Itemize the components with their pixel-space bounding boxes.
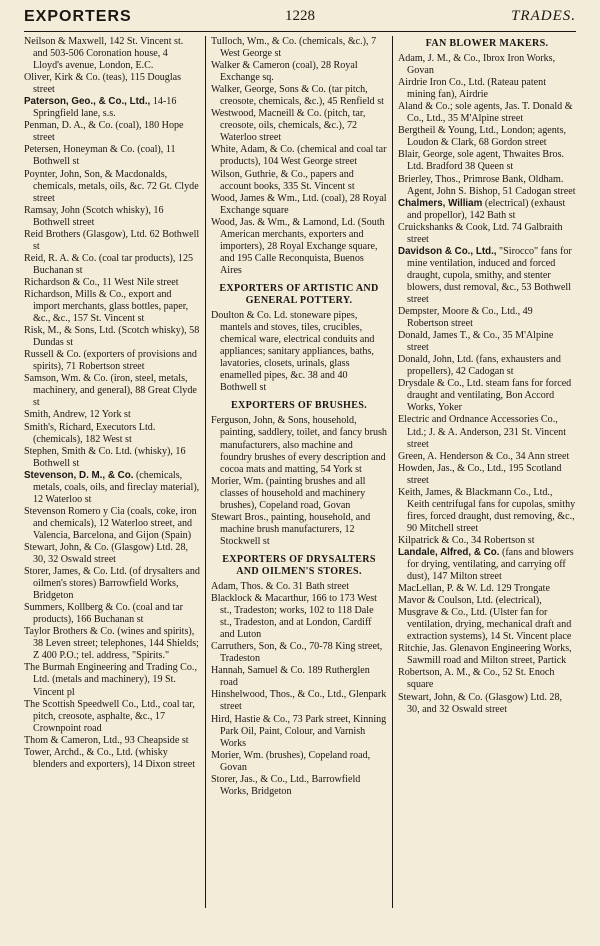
column-divider: [205, 36, 206, 908]
directory-entry: [398, 414, 576, 450]
directory-entry: [211, 415, 387, 475]
directory-entry: [398, 330, 576, 354]
directory-entry: [211, 750, 387, 774]
entry-firm-name: Chalmers, William: [398, 197, 483, 209]
entry-text: Samson, Wm. & Co. (iron, steel, metals, machinery, and general), 88 Great Clyde st: [24, 373, 197, 409]
entry-text: Electric and Ordnance Accessories Co., Ltd.; J. & A. Anderson, 231 St. Vincent street: [398, 414, 567, 450]
directory-entry: [24, 96, 200, 120]
directory-entry: [211, 84, 387, 108]
entry-text: Doulton & Co. Ld. stoneware pipes, mantels and stoves, tiles, crucibles, chemical ware, electrical conduits and appliances; sanitary appliances, baths, lavatories, closets, urinals, glass enamelled pipes, &c. 38 and 40 Bothwell st: [211, 310, 375, 394]
entry-text: Hird, Hastie & Co., 73 Park street, Kinning Park Oil, Paint, Colour, and Varnish Works: [211, 713, 387, 749]
directory-entry: [211, 689, 387, 713]
entry-text: Tulloch, Wm., & Co. (chemicals, &c.), 7 West George st: [211, 36, 377, 60]
entry-text: Airdrie Iron Co., Ltd. (Rateau patent mining fan), Airdrie: [398, 77, 546, 101]
section-heading: EXPORTERS OF ARTISTIC AND GENERAL POTTERY.: [219, 282, 379, 306]
entry-text: Adam, Thos. & Co. 31 Bath street: [211, 581, 350, 593]
directory-entry: [24, 542, 200, 566]
directory-entry: [211, 581, 387, 593]
entry-text: Summers, Kollberg & Co. (coal and tar products), 166 Buchanan st: [24, 602, 184, 626]
entry-text: Wood, James & Wm., Ltd. (coal), 28 Royal Exchange square: [211, 192, 387, 216]
entry-text: Brierley, Thos., Primrose Bank, Oldham. Agent, John S. Bishop, 51 Cadogan street: [398, 173, 576, 197]
entry-text: "Sirocco" fans for mine ventilation, induced and forced draught, cupola, smithy, and stenter blowers, dust removal, &c., 53 Bothwell street: [407, 245, 572, 305]
entry-text: Mavor & Coulson, Ltd. (electrical),: [398, 595, 542, 607]
entry-text: Keith, James, & Blackmann Co., Ltd., Keith centrifugal fans for cupolas, smithy fires, forced draught, dust removing, &c., 90 Mitchell street: [398, 486, 576, 534]
directory-entry: [24, 277, 200, 289]
entry-text: Russell & Co. (exporters of provisions and spirits), 71 Robertson street: [24, 349, 197, 373]
directory-entry: [24, 470, 200, 506]
entry-text: Adam, J. M., & Co., Ibrox Iron Works, Govan: [398, 53, 556, 77]
entry-text: Smith's, Richard, Executors Ltd. (chemicals), 182 West st: [24, 421, 156, 445]
directory-entry: [24, 373, 200, 409]
entry-text: The Scottish Speedwell Co., Ltd., coal tar, pitch, creosote, asphalte, &c., 17 Crownpoint road: [24, 698, 195, 734]
entry-text: Morier, Wm. (brushes), Copeland road, Govan: [211, 749, 371, 773]
entry-text: Morier, Wm. (painting brushes and all classes of household and machinery brushes), Copeland road, Govan: [211, 475, 366, 511]
directory-entry: [398, 487, 576, 535]
entry-text: Thom & Cameron, Ltd., 93 Cheapside st: [24, 734, 189, 746]
directory-entry: [398, 667, 576, 691]
directory-entry: [211, 593, 387, 641]
entry-text: Ritchie, Jas. Glenavon Engineering Works, Sawmill road and Milton street, Partick: [398, 643, 572, 667]
entry-text: Cruickshanks & Cook, Ltd. 74 Galbraith street: [398, 221, 563, 245]
page-header: [24, 8, 576, 30]
entry-text: MacLellan, P. & W. Ld. 129 Trongate: [398, 583, 550, 595]
directory-entry: [24, 506, 200, 542]
directory-entry: [24, 422, 200, 446]
entry-text: Reid Brothers (Glasgow), Ltd. 62 Bothwell st: [24, 228, 200, 252]
column-1: [24, 36, 200, 771]
column-2: [211, 36, 387, 798]
entry-text: Risk, M., & Sons, Ltd. (Scotch whisky), 58 Dundas st: [24, 325, 200, 349]
directory-entry: [398, 378, 576, 414]
directory-entry: [24, 36, 200, 72]
directory-entry: [211, 144, 387, 168]
entry-text: Kilpatrick & Co., 34 Robertson st: [398, 534, 535, 546]
directory-entry: [24, 169, 200, 205]
directory-entry: [398, 198, 576, 222]
directory-entry: [24, 446, 200, 470]
entry-text: Penman, D. A., & Co. (coal), 180 Hope street: [24, 120, 184, 144]
directory-entry: [211, 665, 387, 689]
directory-entry: [24, 72, 200, 96]
entry-text: (chemicals, metals, coals, oils, and fireclay material), 12 Waterloo st: [33, 469, 200, 505]
directory-entry: [24, 409, 200, 421]
entry-text: Walker & Cameron (coal), 28 Royal Exchange sq.: [211, 60, 358, 84]
page-number: 1228: [285, 8, 315, 24]
entry-text: Wilson, Guthrie, & Co., papers and account books, 335 St. Vincent st: [211, 168, 355, 192]
directory-entry: [398, 306, 576, 330]
entry-text: Reid, R. A. & Co. (coal tar products), 125 Buchanan st: [24, 252, 194, 276]
entry-text: White, Adam, & Co. (chemical and coal tar products), 104 West George street: [211, 144, 387, 168]
entry-text: Dempster, Moore & Co., Ltd., 49 Robertson street: [398, 306, 533, 330]
entry-text: Musgrave & Co., Ltd. (Ulster fan for ventilation, drying, mechanical draft and extraction systems), 14 St. Vincent place: [398, 607, 572, 643]
directory-entry: [211, 217, 387, 277]
entry-text: Neilson & Maxwell, 142 St. Vincent st. and 503-506 Coronation house, 4 Lloyd's avenue, London, E.C.: [24, 36, 184, 72]
section-heading: EXPORTERS OF BRUSHES.: [231, 400, 367, 412]
directory-entry: [398, 174, 576, 198]
entry-text: Carruthers, Son, & Co., 70-78 King street, Tradeston: [211, 641, 383, 665]
entry-text: (fans and blowers for drying, ventilating, and carrying off dust), 147 Milton street: [407, 546, 574, 583]
entry-text: Petersen, Honeyman & Co. (coal), 11 Bothwell st: [24, 144, 176, 168]
directory-entry: [24, 144, 200, 168]
directory-entry: [24, 699, 200, 735]
entry-text: Stewart, John, & Co. (Glasgow) Ltd. 28, 30, and 32 Oswald street: [398, 691, 563, 715]
entry-text: Storer, Jas., & Co., Ltd., Barrowfield Works, Bridgeton: [211, 773, 361, 797]
entry-text: Poynter, John, Son, & Macdonalds, chemicals, metals, oils, &c. 72 Gt. Clyde street: [24, 168, 199, 204]
directory-entry: [24, 602, 200, 626]
directory-entry: [211, 193, 387, 217]
entry-text: Wood, Jas. & Wm., & Lamond, Ld. (South American merchants, exporters and importers), 28 Royal Exchange square, and 195 Calle Reconquista, Buenos Aires: [211, 216, 385, 276]
entry-text: Hinshelwood, Thos., & Co., Ltd., Glenpark street: [211, 689, 387, 713]
directory-entry: [398, 692, 576, 716]
running-head-right: TRADES.: [511, 8, 576, 24]
directory-entry: [398, 643, 576, 667]
directory-entry: [398, 77, 576, 101]
directory-entry: [24, 325, 200, 349]
directory-entry: [211, 512, 387, 548]
entry-text: 14-16 Springfield lane, s.s.: [33, 96, 177, 120]
header-rule: [24, 31, 576, 32]
entry-text: Stewart Bros., painting, household, and machine brush manufacturers, 12 Stockwell st: [211, 511, 371, 547]
directory-entry: [398, 583, 576, 595]
entry-text: Hannah, Samuel & Co. 189 Rutherglen road: [211, 665, 370, 689]
entry-firm-name: Paterson, Geo., & Co., Ltd.,: [24, 96, 151, 108]
directory-entry: [398, 53, 576, 77]
entry-text: Green, A. Henderson & Co., 34 Ann street: [398, 450, 570, 462]
directory-entry: [398, 149, 576, 173]
entry-text: Bergtheil & Young, Ltd., London; agents, Loudon & Clark, 68 Gordon street: [398, 125, 567, 149]
entry-text: Drysdale & Co., Ltd. steam fans for forced draught and ventilating, Bon Accord Works, Yoker: [398, 378, 572, 414]
entry-text: Aland & Co.; sole agents, Jas. T. Donald & Co., Ltd., 35 M'Alpine street: [398, 101, 573, 125]
entry-text: Smith, Andrew, 12 York st: [24, 409, 131, 421]
entry-text: Storer, James, & Co. Ltd. (of drysalters and oilmen's stores) Barrowfield Works, Bridgeton: [24, 566, 200, 602]
entry-text: Stevenson Romero y Cia (coals, coke, iron and chemicals), 12 Waterloo street, and Valencia, Barcelona, and Gijon (Spain): [24, 505, 197, 541]
directory-entry: [211, 641, 387, 665]
column-3: [398, 36, 576, 716]
directory-entry: [398, 125, 576, 149]
directory-entry: [211, 774, 387, 798]
entry-firm-name: Stevenson, D. M., & Co.: [24, 469, 134, 481]
entry-firm-name: Landale, Alfred, & Co.: [398, 546, 500, 558]
directory-entry: [24, 253, 200, 277]
directory-entry: [211, 714, 387, 750]
column-divider: [392, 36, 393, 908]
entry-text: Ferguson, John, & Sons, household, painting, saddlery, toilet, and fancy brush manufacturers, also machine and foundry brushes of every description and cocoa mats and matting, 54 York st: [211, 415, 387, 475]
directory-entry: [211, 169, 387, 193]
directory-entry: [211, 310, 387, 394]
entry-text: Westwood, Macneill & Co. (pitch, tar, creosote, oils, chemicals, &c.), 72 Waterloo street: [211, 108, 366, 144]
entry-text: Robertson, A. M., & Co., 52 St. Enoch square: [398, 667, 555, 691]
directory-entry: [398, 101, 576, 125]
directory-entry: [24, 626, 200, 662]
entry-text: Stewart, John, & Co. (Glasgow) Ltd. 28, 30, 32 Oswald street: [24, 541, 189, 566]
directory-entry: [398, 222, 576, 246]
entry-text: Richardson & Co., 11 West Nile street: [24, 276, 179, 288]
entry-text: Taylor Brothers & Co. (wines and spirits), 38 Leven street; telephones, 144 Shields; Z 400 P.O.; tel. address, "Spirits.": [24, 626, 199, 662]
directory-entry: [24, 566, 200, 602]
directory-entry: [398, 547, 576, 583]
directory-entry: [24, 662, 200, 698]
directory-entry: [24, 735, 200, 747]
directory-entry: [398, 463, 576, 487]
entry-text: (electrical) (exhaust and propellor), 142 Bath st: [407, 197, 566, 221]
directory-entry: [398, 607, 576, 643]
directory-entry: [398, 535, 576, 547]
entry-text: Donald, John, Ltd. (fans, exhausters and propellers), 42 Cadogan st: [398, 354, 561, 378]
entry-text: Richardson, Mills & Co., export and import merchants, glass bottles, paper, &c., &c., 157 St. Vincent st: [24, 288, 189, 325]
entry-text: Stephen, Smith & Co. Ltd. (whisky), 16 Bothwell st: [24, 445, 186, 469]
directory-entry: [24, 120, 200, 144]
directory-entry: [24, 349, 200, 373]
section-heading: FAN BLOWER MAKERS.: [425, 38, 549, 49]
directory-entry: [398, 246, 576, 306]
entry-text: The Burmah Engineering and Trading Co., Ltd. (metals and machinery), 19 St. Vincent pl: [24, 662, 197, 698]
directory-entry: [211, 476, 387, 512]
section-heading: EXPORTERS OF DRYSALTERS AND OILMEN'S STORES.: [222, 553, 376, 577]
entry-text: Howden, Jas., & Co., Ltd., 195 Scotland street: [398, 462, 562, 486]
entry-firm-name: Davidson & Co., Ltd.,: [398, 245, 497, 257]
running-head-left: EXPORTERS: [24, 8, 132, 25]
directory-entry: [24, 289, 200, 325]
entry-text: Ramsay, John (Scotch whisky), 16 Bothwell street: [24, 204, 164, 228]
directory-entry: [24, 229, 200, 253]
directory-entry: [398, 595, 576, 607]
entry-text: Tower, Archd., & Co., Ltd. (whisky blenders and exporters), 14 Dixon street: [24, 746, 196, 770]
directory-entry: [24, 747, 200, 771]
directory-entry: [24, 205, 200, 229]
entry-text: Oliver, Kirk & Co. (teas), 115 Douglas street: [24, 72, 182, 96]
entry-text: Blair, George, sole agent, Thwaites Bros. Ltd. Bradford 38 Queen st: [398, 149, 565, 173]
entry-text: Walker, George, Sons & Co. (tar pitch, creosote, chemicals, &c.), 45 Renfield st: [211, 84, 384, 108]
entry-text: Donald, James T., & Co., 35 M'Alpine street: [398, 330, 554, 354]
directory-entry: [211, 108, 387, 144]
directory-entry: [398, 354, 576, 378]
directory-entry: [211, 36, 387, 60]
directory-entry: [211, 60, 387, 84]
directory-entry: [398, 451, 576, 463]
entry-text: Blacklock & Macarthur, 166 to 173 West st., Tradeston; works, 102 to 118 Dale st., Tradeston, and at London, Cardiff and Luton: [211, 593, 377, 641]
